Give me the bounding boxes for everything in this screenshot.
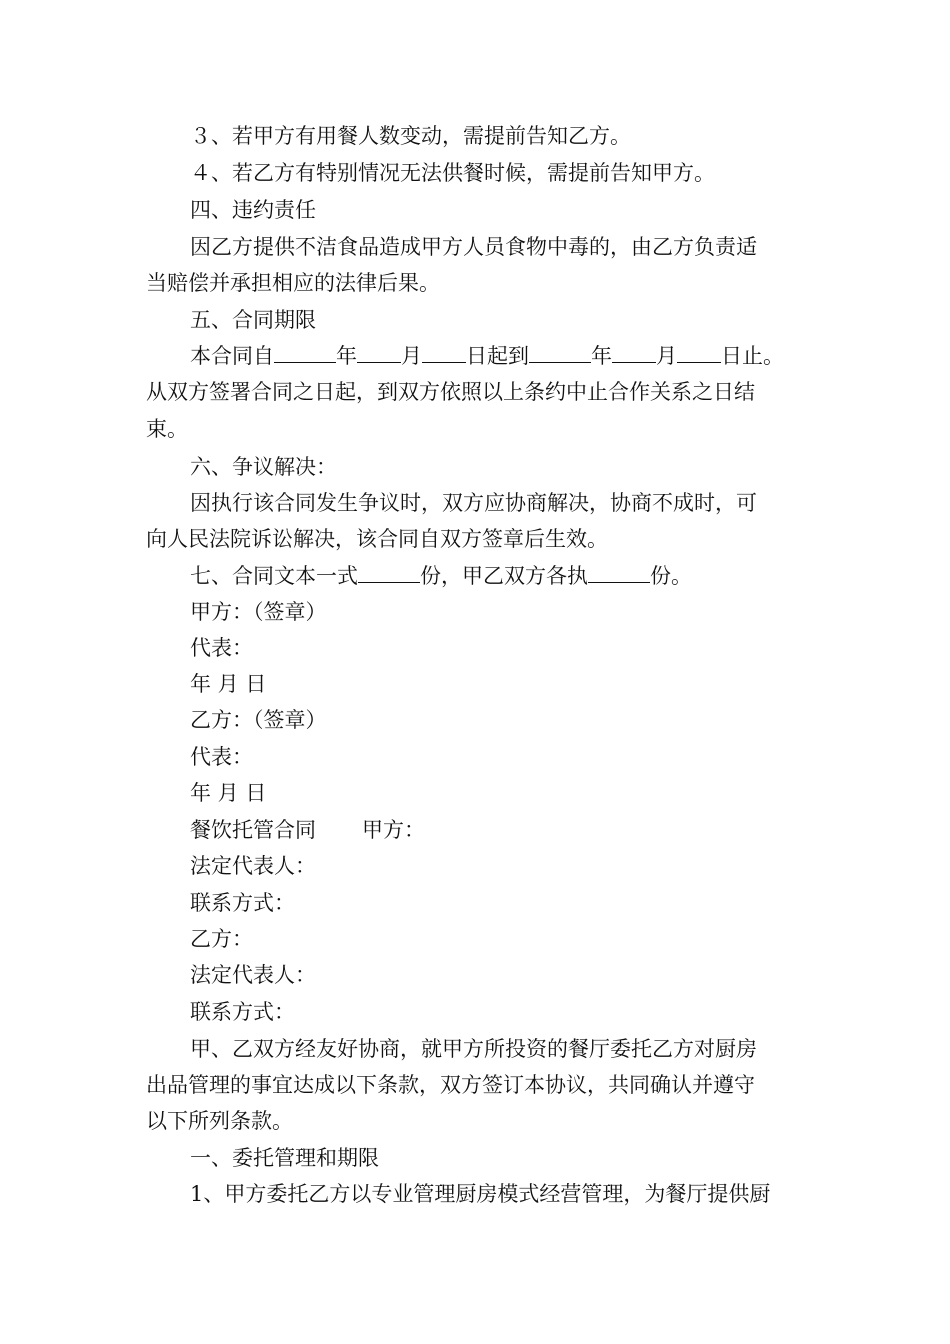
text-fragment: 年 xyxy=(591,344,612,368)
representative-label: 代表： xyxy=(190,745,253,769)
paragraph-text: 出品管理的事宜达成以下条款，双方签订本协议，共同确认并遵守 xyxy=(146,1073,755,1097)
paragraph-text: 因执行该合同发生争议时，双方应协商解决，协商不成时，可 xyxy=(190,491,757,515)
text-fragment: 月 xyxy=(656,344,677,368)
text-fragment: 份。 xyxy=(650,564,692,588)
contact-label: 联系方式： xyxy=(190,1000,295,1024)
paragraph-text: 甲、乙双方经友好协商，就甲方所投资的餐厅委托乙方对厨房 xyxy=(190,1037,757,1061)
party-a-label: 甲方： xyxy=(362,818,425,842)
representative-label: 代表： xyxy=(190,636,253,660)
fill-blank xyxy=(612,344,656,363)
date-label: 年 月 日 xyxy=(190,781,267,805)
paragraph-text: 束。 xyxy=(146,417,188,441)
paragraph-text: 从双方签署合同之日起，到双方依照以上条约中止合作关系之日结 xyxy=(146,380,755,404)
contract-title-line xyxy=(190,812,870,848)
fill-blank xyxy=(529,344,591,363)
fill-blank xyxy=(677,344,721,363)
contact-label: 联系方式： xyxy=(190,891,295,915)
paragraph-text: 因乙方提供不洁食品造成甲方人员食物中毒的，由乙方负责适 xyxy=(190,235,757,259)
paragraph-text: 1、甲方委托乙方以专业管理厨房模式经营管理，为餐厅提供厨 xyxy=(190,1182,771,1206)
text-fragment: 本合同自 xyxy=(190,344,274,368)
fill-blank xyxy=(422,344,466,363)
clause-3-text: ３、若甲方有用餐人数变动，需提前告知乙方。 xyxy=(190,124,631,148)
paragraph-text: 以下所列条款。 xyxy=(146,1109,293,1133)
text-fragment: 年 xyxy=(336,344,357,368)
date-label: 年 月 日 xyxy=(190,672,267,696)
party-b-label: 乙方： xyxy=(190,927,253,951)
paragraph-text: 当赔偿并承担相应的法律后果。 xyxy=(146,271,440,295)
paragraph-text: 向人民法院诉讼解决，该合同自双方签章后生效。 xyxy=(146,527,608,551)
text-fragment: 日止。 xyxy=(721,344,784,368)
legal-rep-label: 法定代表人： xyxy=(190,963,316,987)
legal-rep-label: 法定代表人： xyxy=(190,854,316,878)
fill-blank xyxy=(357,344,401,363)
fill-blank xyxy=(274,344,336,363)
section-heading-entrust: 一、委托管理和期限 xyxy=(190,1146,379,1170)
section-heading-breach: 四、违约责任 xyxy=(190,198,316,222)
contract-title: 餐饮托管合同 xyxy=(190,818,316,842)
text-fragment: 日起到 xyxy=(466,344,529,368)
party-a-signature: 甲方：（签章） xyxy=(190,600,327,624)
section-heading-term: 五、合同期限 xyxy=(190,308,316,332)
text-fragment: 月 xyxy=(401,344,422,368)
clause-4-text: ４、若乙方有特别情况无法供餐时候，需提前告知甲方。 xyxy=(190,161,715,185)
text-fragment: 七、合同文本一式 xyxy=(190,564,358,588)
fill-blank xyxy=(588,564,650,583)
party-b-signature: 乙方：（签章） xyxy=(190,708,327,732)
fill-blank xyxy=(358,564,420,583)
section-heading-dispute: 六、争议解决： xyxy=(190,455,337,479)
contract-term-line xyxy=(190,338,870,374)
text-fragment: 份，甲乙双方各执 xyxy=(420,564,588,588)
copies-line xyxy=(190,558,870,594)
